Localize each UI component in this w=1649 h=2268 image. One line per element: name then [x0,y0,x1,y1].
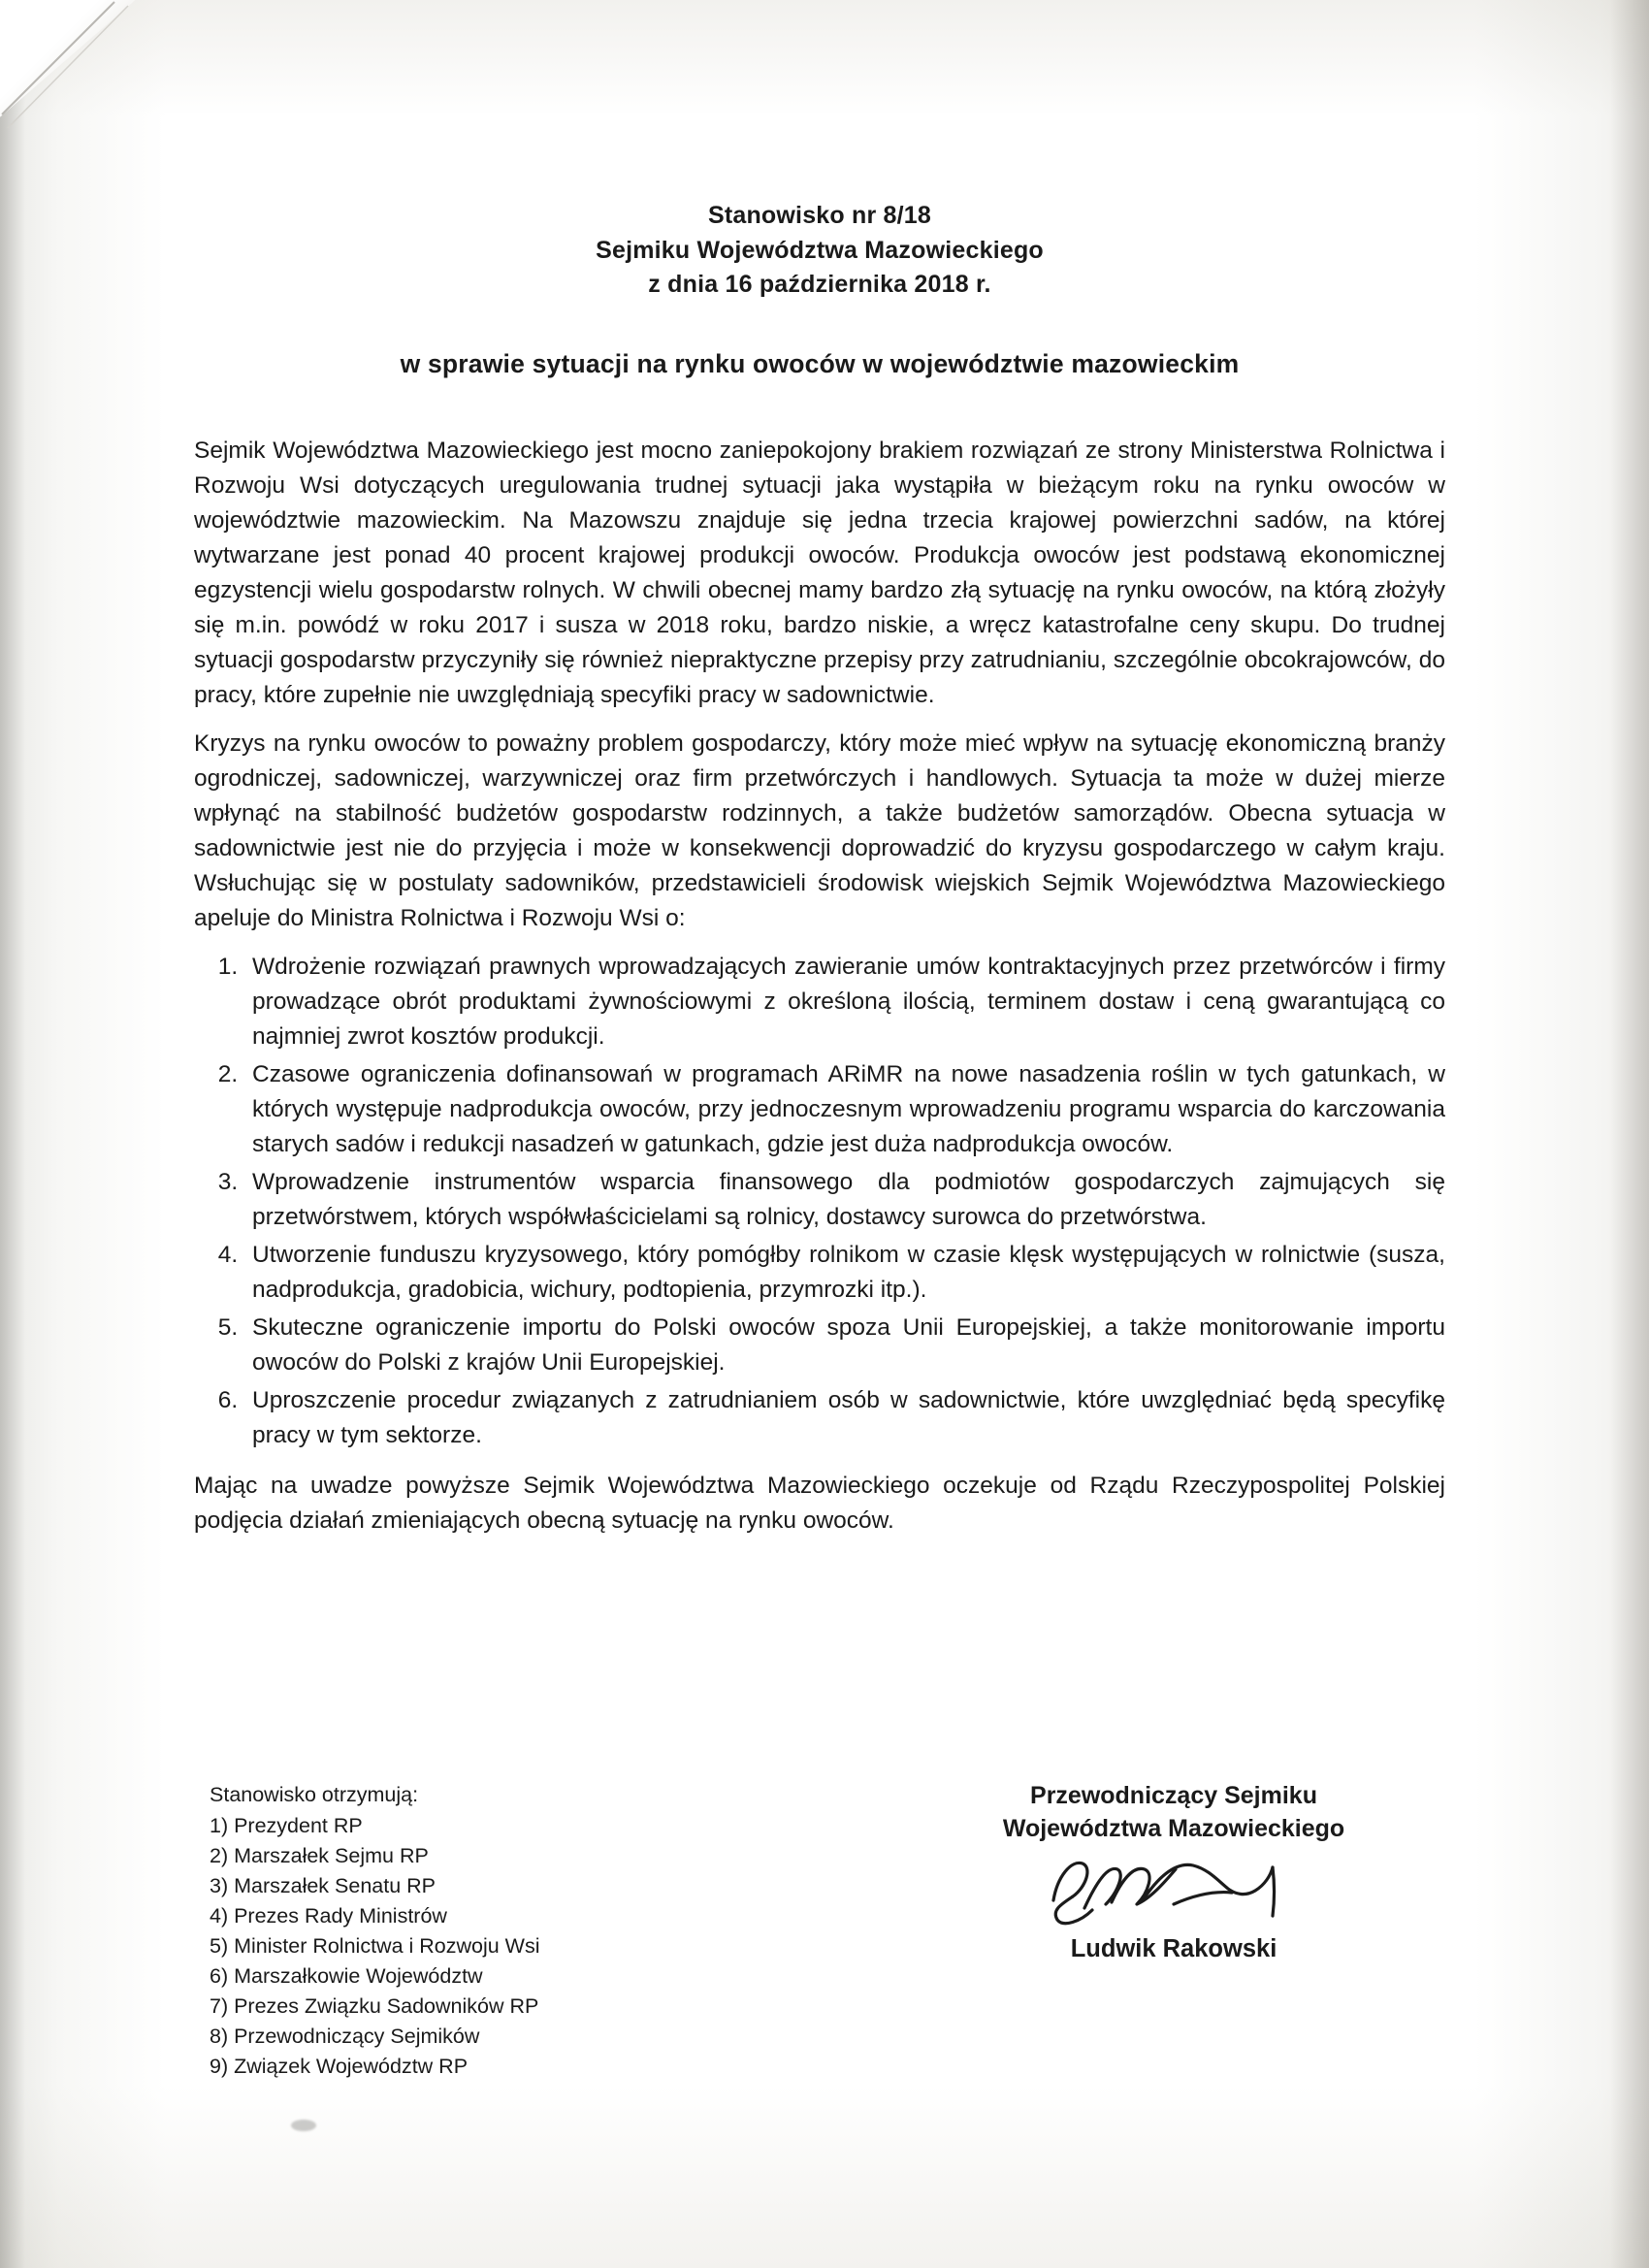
document-body [194,0,1445,2268]
list-item: 1) Prezydent RP [210,1813,363,1837]
handwritten-signature-icon [1028,1840,1319,1937]
document-subject: w sprawie sytuacji na rynku owoców w województwie mazowieckim [400,348,1240,378]
list-item: 1. Wdrożenie rozwiązań prawnych wprowadzających zawieranie umów kontraktacyjnych przez przetwórców i firmy prowadzące obrót produktami żywnościowymi z określoną ilością, terminem dostaw i ceną gwarantującą co najmniej zwrot kosztów produkcji. [244,950,1445,1054]
page-edge-shadow-left [0,0,25,2268]
demands-list [194,950,1445,1453]
title-line-3: z dnia 16 października 2018 r. [648,271,991,298]
paragraph-2: Kryzys na rynku owoców to poważny problem gospodarczy, który może mieć wpływ na sytuację ekonomiczną branży ogrodniczej, sadowniczej, warzywniczej oraz firm przetwórczych i handlowych. Sytuacja ta może w dużej mierze wpłynąć na stabilność budżetów gospodarstw rodzinnych, a także budżetów samorządów. Obecna sytuacja w sadownictwie jest nie do przyjęcia i może w konsekwencji doprowadzić do kryzysu gospodarczego w całym kraju. Wsłuchując się w postulaty sadowników, przedstawicieli środowisk wiejskich Sejmik Województwa Mazowieckiego apeluje do Ministra Rolnictwa i Rozwoju Wsi o: [194,729,1445,931]
list-item: 2. Czasowe ograniczenia dofinansowań w programach ARiMR na nowe nasadzenia roślin w tych gatunkach, w których występuje nadprodukcja owoców, przy jednoczesnym wprowadzeniu programu wsparcia do karczowania starych sadów i redukcji nasadzeń w gatunkach, gdzie jest duża nadprodukcja owoców. [244,1057,1445,1162]
list-item: 3. Wprowadzenie instrumentów wsparcia finansowego dla podmiotów gospodarczych zajmujących się przetwórstwem, których współwłaścicielami są rolnicy, dostawcy surowca do przetwórstwa. [244,1165,1445,1235]
list-item: 5) Minister Rolnictwa i Rozwoju Wsi [210,1933,540,1958]
closing-paragraph: Mając na uwadze powyższe Sejmik Województwa Mazowieckiego oczekuje od Rządu Rzeczypospolitej Polskiej podjęcia działań zmieniających obecną sytuację na rynku owoców. [194,1472,1445,1534]
title-line-2: Sejmiku Województwa Mazowieckiego [596,236,1044,264]
recipients-block [210,1780,540,2082]
list-item: 9) Związek Województw RP [210,2054,469,2078]
list-item: 8) Przewodniczący Sejmików [210,2024,480,2048]
list-item: 4) Prezes Rady Ministrów [210,1903,447,1928]
recipients-title: Stanowisko otrzymują: [210,1783,419,1806]
page-edge-shadow-right [1610,0,1649,2268]
document-footer [194,1780,1445,2090]
title-line-1: Stanowisko nr 8/18 [707,202,932,229]
list-item: 4. Utworzenie funduszu kryzysowego, który pomógłby rolnikom w czasie klęsk występujących w rolnictwie (susza, nadprodukcja, gradobicia, wichury, podtopienia, przymrozki itp.). [244,1238,1445,1308]
list-item: 2) Marszałek Sejmu RP [210,1843,429,1867]
paragraph-1: Sejmik Województwa Mazowieckiego jest mocno zaniepokojony brakiem rozwiązań ze strony Ministerstwa Rolnictwa i Rozwoju Wsi dotyczących uregulowania trudnej sytuacji jaka wystąpiła w bieżącym roku na rynku owoców w województwie mazowieckim. Na Mazowszu znajduje się jedna trzecia krajowej powierzchni sadów, na której wytwarzane jest ponad 40 procent krajowej produkcji owoców. Produkcja owoców jest podstawą ekonomicznej egzystencji wielu gospodarstw rolnych. W chwili obecnej mamy bardzo złą sytuację na rynku owoców, na którą złożyły się m.in. powódź w roku 2017 i susza w 2018 roku, bardzo niskie, a wręcz katastrofalne ceny skupu. Do trudnej sytuacji gospodarstw przyczyniły się również niepraktyczne przepisy przy zatrudnianiu, szczególnie obcokrajowców, do pracy, które zupełnie nie uwzględniają specyfiki pracy w sadownictwie. [194,437,1445,708]
signature-name: Ludwik Rakowski [1070,1934,1277,1962]
signature-block [922,1780,1426,1963]
document-content [194,434,1445,1539]
list-item: 5. Skuteczne ograniczenie importu do Polski owoców spoza Unii Europejskiej, a także monitorowanie importu owoców do Polski z krajów Unii Europejskiej. [244,1311,1445,1380]
list-item: 3) Marszałek Senatu RP [210,1873,436,1897]
signature-role-line-2: Województwa Mazowieckiego [1002,1814,1345,1842]
signature-role-line-1: Przewodniczący Sejmiku [1030,1782,1317,1809]
list-item: 7) Prezes Związku Sadowników RP [210,1993,539,2018]
list-item: 6. Uproszczenie procedur związanych z zatrudnianiem osób w sadownictwie, które uwzględniać będą specyfikę pracy w tym sektorze. [244,1383,1445,1453]
document-title [194,199,1445,303]
list-item: 6) Marszałkowie Województw [210,1963,483,1988]
